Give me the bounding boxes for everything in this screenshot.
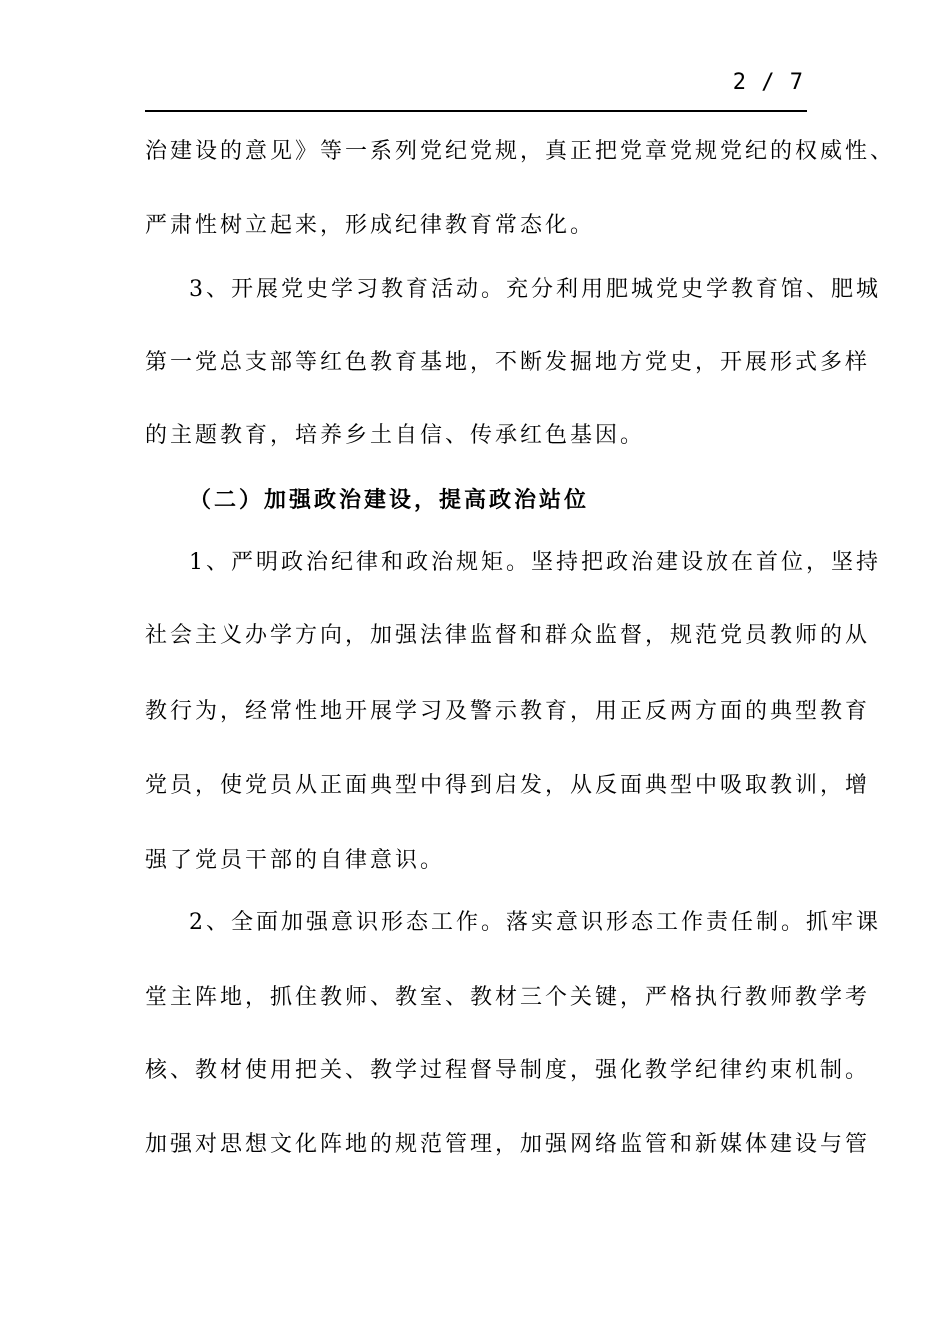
paragraph-line: 加强对思想文化阵地的规范管理，加强网络监管和新媒体建设与管 — [145, 1132, 871, 1157]
paragraph-line: 堂主阵地，抓住教师、教室、教材三个关键，严格执行教师教学考 — [145, 985, 871, 1010]
header-divider — [145, 110, 807, 112]
paragraph-line: 强了党员干部的自律意识。 — [145, 848, 446, 873]
paragraph-line: 治建设的意见》等一系列党纪党规，真正把党章党规党纪的权威性、 — [145, 139, 896, 164]
paragraph-line: 的主题教育，培养乡土自信、传承红色基因。 — [145, 423, 646, 448]
paragraph-line: 1、严明政治纪律和政治规矩。坚持把政治建设放在首位，坚持 — [189, 550, 881, 575]
paragraph-line: 严肃性树立起来，形成纪律教育常态化。 — [145, 213, 596, 238]
paragraph-line: 教行为，经常性地开展学习及警示教育，用正反两方面的典型教育 — [145, 699, 871, 724]
paragraph-line: 社会主义办学方向，加强法律监督和群众监督，规范党员教师的从 — [145, 623, 871, 648]
paragraph-line: 党员，使党员从正面典型中得到启发，从反面典型中吸取教训，增 — [145, 773, 871, 798]
paragraph-line: 3、开展党史学习教育活动。充分利用肥城党史学教育馆、肥城 — [189, 277, 881, 302]
paragraph-line: 2、全面加强意识形态工作。落实意识形态工作责任制。抓牢课 — [189, 910, 881, 935]
paragraph-line: 核、教材使用把关、教学过程督导制度，强化教学纪律约束机制。 — [145, 1058, 871, 1083]
paragraph-line: 第一党总支部等红色教育基地，不断发掘地方党史，开展形式多样 — [145, 350, 871, 375]
section-heading: （二）加强政治建设，提高政治站位 — [189, 487, 590, 513]
page-number: 2 / 7 — [732, 70, 804, 95]
